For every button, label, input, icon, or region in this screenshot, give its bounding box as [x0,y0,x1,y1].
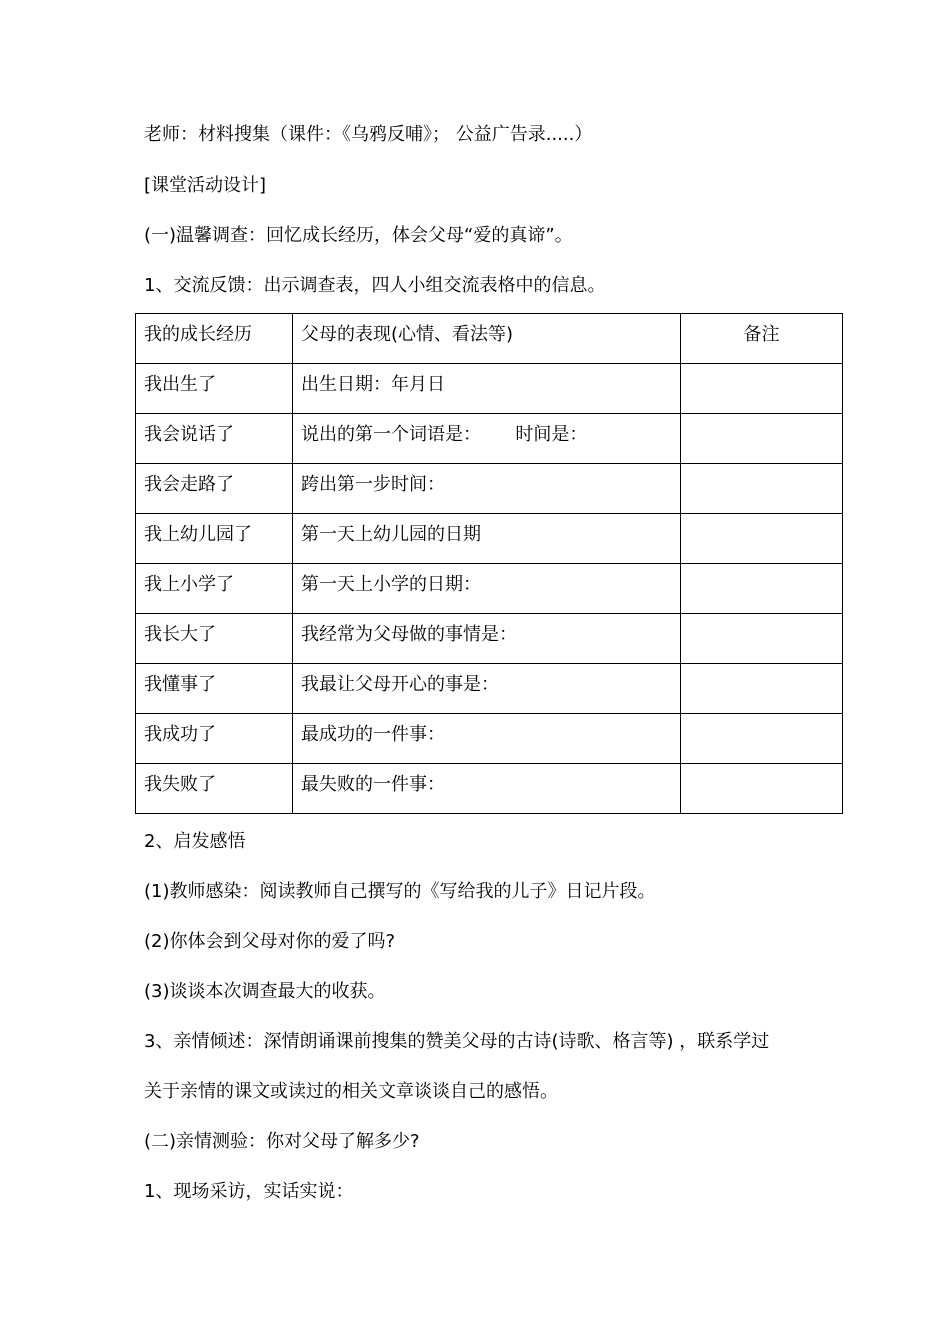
header-cell-notes: 备注 [681,314,843,364]
table-header-row [136,314,843,364]
table-cell: 我成功了 [136,714,293,764]
table-cell [681,764,843,814]
item2-3-paragraph: (3)谈谈本次调查最大的收获。 [144,981,386,1002]
table-cell [681,614,843,664]
table-row [136,364,843,414]
table-cell: 出生日期：年月日 [293,364,681,414]
table-cell [681,464,843,514]
table-cell: 第一天上小学的日期： [293,564,681,614]
table-cell: 我上小学了 [136,564,293,614]
table-cell: 最失败的一件事： [293,764,681,814]
table-row [136,764,843,814]
teacher-prep-paragraph: 老师：材料搜集（课件：《乌鸦反哺》； 公益广告录.....） [144,124,593,145]
table-cell [681,514,843,564]
table-cell: 说出的第一个词语是： 时间是： [293,414,681,464]
item2-2-paragraph: (2)你体会到父母对你的爱了吗? [144,931,396,952]
section2-title: (二)亲情测验：你对父母了解多少? [144,1131,420,1152]
table-cell: 跨出第一步时间： [293,464,681,514]
table-cell: 我出生了 [136,364,293,414]
activity-design-heading: [课堂活动设计] [144,175,267,196]
table-cell [681,664,843,714]
header-cell-growth: 我的成长经历 [136,314,293,364]
table-cell [681,364,843,414]
table-row [136,514,843,564]
item1-paragraph: 1、交流反馈：出示调查表，四人小组交流表格中的信息。 [144,275,606,296]
table-cell: 我上幼儿园了 [136,514,293,564]
growth-survey-table [135,313,843,814]
table-cell: 我懂事了 [136,664,293,714]
item2-heading: 2、启发感悟 [144,831,246,852]
table-cell: 第一天上幼儿园的日期 [293,514,681,564]
table-cell: 最成功的一件事： [293,714,681,764]
table-row [136,564,843,614]
table-cell: 我会说话了 [136,414,293,464]
table-cell [681,564,843,614]
table-cell: 我长大了 [136,614,293,664]
table-cell: 我会走路了 [136,464,293,514]
table-cell [681,414,843,464]
table-row [136,614,843,664]
table-row [136,414,843,464]
header-cell-parents: 父母的表现(心情、看法等) [293,314,681,364]
table-row [136,664,843,714]
item3-paragraph-line2: 关于亲情的课文或读过的相关文章谈谈自己的感悟。 [144,1081,558,1102]
section2-item1-paragraph: 1、现场采访，实话实说： [144,1181,354,1202]
section1-title: (一)温馨调查：回忆成长经历，体会父母“爱的真谛”。 [144,225,573,246]
table-row [136,714,843,764]
table-cell: 我经常为父母做的事情是： [293,614,681,664]
item3-paragraph-line1: 3、亲情倾述：深情朗诵课前搜集的赞美父母的古诗(诗歌、格言等) ，联系学过 [144,1031,770,1052]
table-row [136,464,843,514]
table-cell [681,714,843,764]
table-cell: 我失败了 [136,764,293,814]
item2-1-paragraph: (1)教师感染：阅读教师自己撰写的《写给我的儿子》日记片段。 [144,881,656,902]
table-cell: 我最让父母开心的事是： [293,664,681,714]
